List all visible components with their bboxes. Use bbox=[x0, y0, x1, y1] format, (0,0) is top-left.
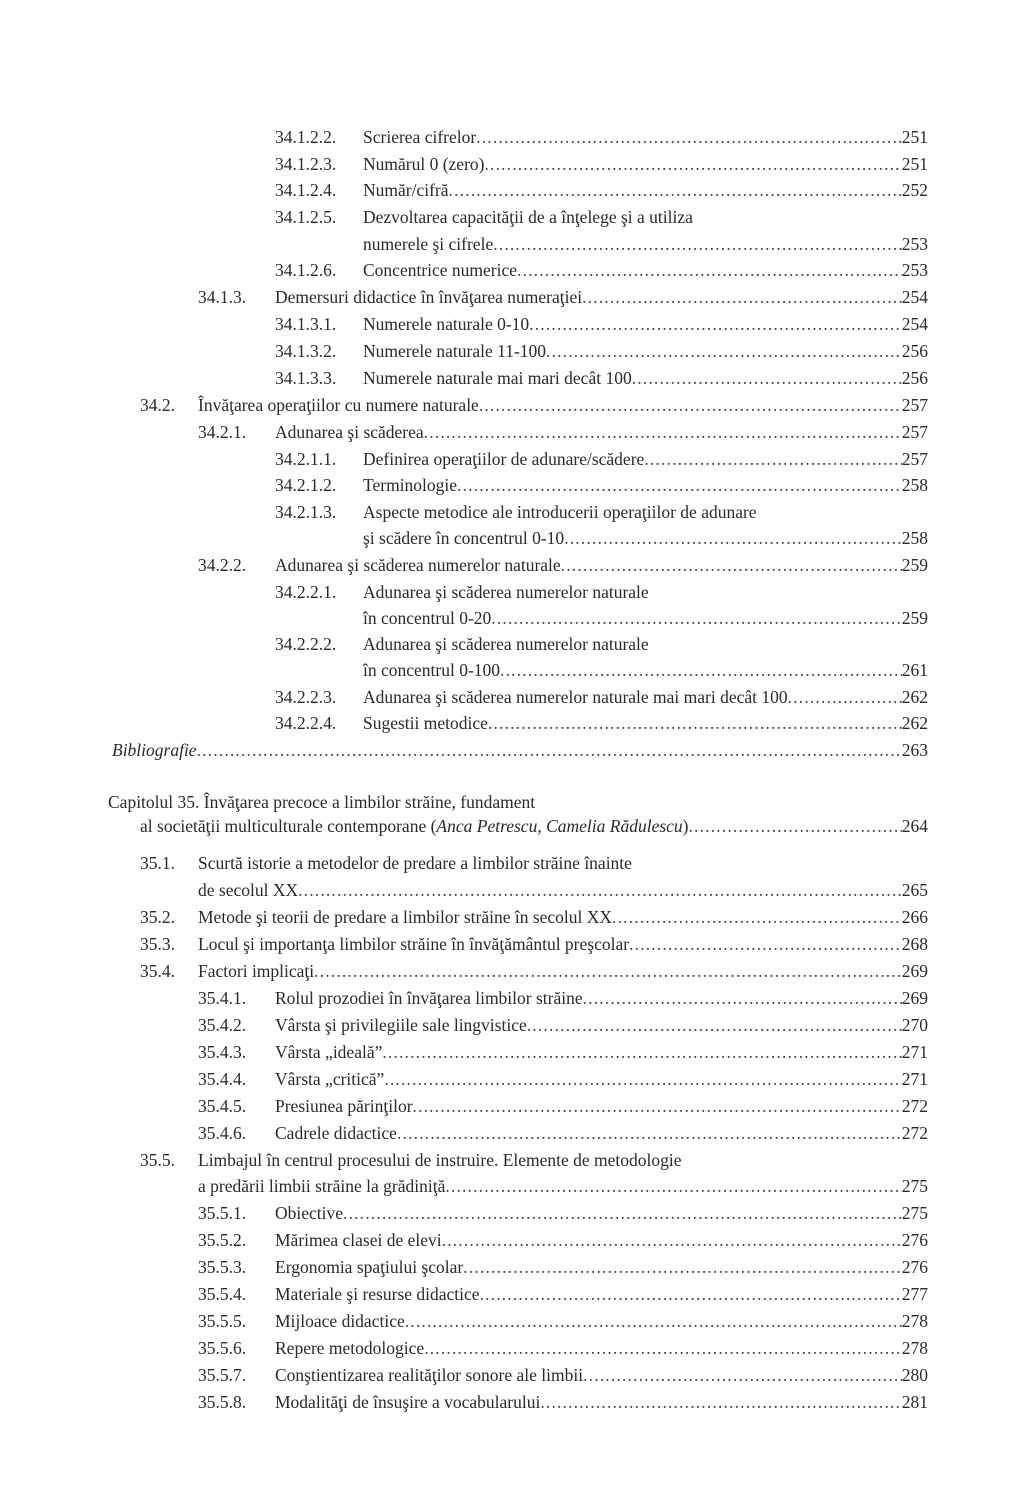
section-title: Metode şi teorii de predare a limbilor străine în secolul XX bbox=[198, 907, 613, 927]
section-number: 34.1.3. bbox=[198, 287, 247, 307]
page-number: 263 bbox=[901, 740, 928, 760]
leader-dots bbox=[197, 737, 902, 763]
section-number: 35.4.3. bbox=[198, 1042, 247, 1062]
page-number: 278 bbox=[901, 1311, 928, 1331]
toc-entry[interactable] bbox=[0, 904, 1024, 930]
leader-dots bbox=[480, 1281, 902, 1307]
section-title: Obiective bbox=[275, 1203, 344, 1223]
section-number: 35.5.1. bbox=[198, 1203, 247, 1223]
section-number: 34.2.1.3. bbox=[275, 502, 337, 522]
section-number: 35.5.7. bbox=[198, 1365, 247, 1385]
section-number: 35.4.5. bbox=[198, 1096, 247, 1116]
page-number: 264 bbox=[901, 816, 928, 836]
toc-entry[interactable] bbox=[0, 311, 1024, 337]
page-number: 276 bbox=[901, 1230, 928, 1250]
section-title: Scurtă istorie a metodelor de predare a limbilor străine înainte bbox=[198, 853, 632, 873]
toc-entry bbox=[0, 1147, 1024, 1173]
page-number: 252 bbox=[901, 180, 928, 200]
section-title: Aspecte metodice ale introducerii operaţiilor de adunare bbox=[363, 502, 757, 522]
section-title: Terminologie bbox=[363, 475, 458, 495]
leader-dots bbox=[445, 1173, 901, 1199]
page-number: 276 bbox=[901, 1257, 928, 1277]
section-number: 35.5.5. bbox=[198, 1311, 247, 1331]
section-title: Repere metodologice bbox=[275, 1338, 425, 1358]
toc-entry[interactable] bbox=[0, 1093, 1024, 1119]
page-number: 269 bbox=[901, 961, 928, 981]
section-title: Conştientizarea realităţilor sonore ale limbii bbox=[275, 1365, 584, 1385]
section-number: 35.5.2. bbox=[198, 1230, 247, 1250]
section-number: 34.2.1.1. bbox=[275, 449, 337, 469]
section-number: 35.4.1. bbox=[198, 988, 247, 1008]
toc-entry[interactable] bbox=[0, 472, 1024, 498]
section-number: 35.3. bbox=[140, 934, 175, 954]
section-number: 35.4.4. bbox=[198, 1069, 247, 1089]
page-number: 262 bbox=[901, 687, 928, 707]
toc-entry bbox=[0, 204, 1024, 230]
section-title: Locul şi importanţa limbilor străine în învăţământul preşcolar bbox=[198, 934, 630, 954]
page-number: 258 bbox=[901, 528, 928, 548]
page-number: 277 bbox=[901, 1284, 928, 1304]
leader-dots bbox=[540, 1389, 901, 1415]
section-title: Limbajul în centrul procesului de instruire. Elemente de metodologie bbox=[198, 1150, 682, 1170]
toc-entry[interactable] bbox=[0, 177, 1024, 203]
section-title: Modalităţi de însuşire a vocabularului bbox=[275, 1392, 541, 1412]
toc-entry[interactable] bbox=[0, 1227, 1024, 1253]
chapter-title-line2: al societăţii multiculturale contemporane (Anca Petrescu, Camelia Rădulescu) bbox=[140, 816, 689, 836]
leader-dots bbox=[564, 525, 902, 551]
section-title: numerele şi cifrele bbox=[363, 234, 494, 254]
leader-dots bbox=[632, 365, 902, 391]
toc-entry[interactable] bbox=[0, 124, 1024, 150]
section-title: în concentrul 0-20 bbox=[363, 608, 492, 628]
page-number: 272 bbox=[901, 1123, 928, 1143]
page-number: 269 bbox=[901, 988, 928, 1008]
leader-dots bbox=[424, 419, 902, 445]
section-number: 34.1.3.1. bbox=[275, 314, 337, 334]
section-title: Presiunea părinţilor bbox=[275, 1096, 413, 1116]
leader-dots bbox=[298, 877, 902, 903]
leader-dots bbox=[479, 392, 902, 418]
page-number: 258 bbox=[901, 475, 928, 495]
toc-entry[interactable] bbox=[0, 257, 1024, 283]
section-number: 34.1.3.3. bbox=[275, 368, 337, 388]
leader-dots bbox=[517, 257, 902, 283]
toc-entry bbox=[0, 850, 1024, 876]
toc-entry[interactable] bbox=[0, 392, 1024, 418]
leader-dots bbox=[491, 605, 901, 631]
toc-entry[interactable] bbox=[0, 1039, 1024, 1065]
page-number: 275 bbox=[901, 1203, 928, 1223]
toc-entry[interactable] bbox=[0, 1389, 1024, 1415]
leader-dots bbox=[583, 1362, 902, 1388]
leader-dots bbox=[561, 552, 902, 578]
section-title: Materiale şi resurse didactice bbox=[275, 1284, 480, 1304]
toc-entry[interactable] bbox=[0, 985, 1024, 1011]
leader-dots bbox=[582, 284, 902, 310]
page-number: 265 bbox=[901, 880, 928, 900]
section-number: 34.1.2.6. bbox=[275, 260, 337, 280]
leader-dots bbox=[463, 1254, 901, 1280]
leader-dots bbox=[424, 1335, 902, 1361]
section-title: Adunarea şi scăderea numerelor naturale bbox=[363, 582, 649, 602]
page-number: 251 bbox=[901, 154, 928, 174]
section-title: Sugestii metodice bbox=[363, 713, 488, 733]
page-number: 256 bbox=[901, 341, 928, 361]
toc-entry[interactable] bbox=[0, 1173, 1024, 1199]
leader-dots bbox=[629, 931, 902, 957]
leader-dots bbox=[484, 151, 901, 177]
toc-entry[interactable] bbox=[0, 1335, 1024, 1361]
section-title: Cadrele didactice bbox=[275, 1123, 397, 1143]
section-title: Scrierea cifrelor bbox=[363, 127, 477, 147]
leader-dots bbox=[343, 1200, 902, 1226]
page-number: 253 bbox=[901, 260, 928, 280]
toc-entry[interactable] bbox=[0, 338, 1024, 364]
page-number: 257 bbox=[901, 395, 928, 415]
section-number: 35.5.8. bbox=[198, 1392, 247, 1412]
toc-entry bbox=[0, 579, 1024, 605]
section-title: Rolul prozodiei în învăţarea limbilor străine bbox=[275, 988, 583, 1008]
page-number: 254 bbox=[901, 314, 928, 334]
toc-entry[interactable] bbox=[0, 1012, 1024, 1038]
toc-entry[interactable] bbox=[0, 877, 1024, 903]
section-number: 34.1.2.3. bbox=[275, 154, 337, 174]
leader-dots bbox=[442, 1227, 902, 1253]
toc-entry bbox=[0, 631, 1024, 657]
toc-entry[interactable] bbox=[0, 446, 1024, 472]
toc-entry[interactable] bbox=[0, 605, 1024, 631]
section-title: Vârsta şi privilegiile sale lingvistice bbox=[275, 1015, 527, 1035]
toc-entry[interactable] bbox=[0, 1120, 1024, 1146]
page-number: 270 bbox=[901, 1015, 928, 1035]
section-number: 34.1.2.4. bbox=[275, 180, 337, 200]
section-title: Numerele naturale 11-100 bbox=[363, 341, 547, 361]
leader-dots bbox=[488, 710, 902, 736]
leader-dots bbox=[382, 1039, 901, 1065]
section-title: Mijloace didactice bbox=[275, 1311, 405, 1331]
section-number: 35.5.4. bbox=[198, 1284, 247, 1304]
page-number: 278 bbox=[901, 1338, 928, 1358]
leader-dots bbox=[449, 177, 902, 203]
toc-entry[interactable] bbox=[0, 1308, 1024, 1334]
section-title: Vârsta „ideală” bbox=[275, 1042, 383, 1062]
leader-dots bbox=[476, 124, 902, 150]
section-title: Bibliografie bbox=[112, 740, 197, 760]
section-title: Definirea operaţiilor de adunare/scădere bbox=[363, 449, 645, 469]
toc-entry[interactable] bbox=[0, 710, 1024, 736]
section-title: şi scădere în concentrul 0-10 bbox=[363, 528, 565, 548]
toc-entry[interactable] bbox=[0, 419, 1024, 445]
leader-dots bbox=[612, 904, 902, 930]
toc-entry[interactable] bbox=[0, 931, 1024, 957]
section-title: Ergonomia spaţiului şcolar bbox=[275, 1257, 464, 1277]
section-title: Adunarea şi scăderea numerelor naturale mai mari decât 100 bbox=[363, 687, 788, 707]
section-title: Adunarea şi scăderea numerelor naturale bbox=[275, 555, 561, 575]
section-number: 35.1. bbox=[140, 853, 175, 873]
page-number: 259 bbox=[901, 608, 928, 628]
page-number: 257 bbox=[901, 422, 928, 442]
leader-dots bbox=[413, 1093, 902, 1119]
toc-entry[interactable] bbox=[0, 1200, 1024, 1226]
section-number: 34.2.2.2. bbox=[275, 634, 337, 654]
section-title: Numerele naturale mai mari decât 100 bbox=[363, 368, 632, 388]
author-name: Camelia Rădulescu bbox=[546, 816, 683, 836]
page-number: 257 bbox=[901, 449, 928, 469]
leader-dots bbox=[493, 231, 902, 257]
section-number: 34.2.1. bbox=[198, 422, 247, 442]
section-title: Demersuri didactice în învăţarea numeraţiei bbox=[275, 287, 583, 307]
section-number: 35.4.6. bbox=[198, 1123, 247, 1143]
page-number: 261 bbox=[901, 660, 928, 680]
section-number: 35.4.2. bbox=[198, 1015, 247, 1035]
page-number: 262 bbox=[901, 713, 928, 733]
page-number: 259 bbox=[901, 555, 928, 575]
page-number: 271 bbox=[901, 1069, 928, 1089]
section-number: 34.2.2.3. bbox=[275, 687, 337, 707]
section-title: Număr/cifră bbox=[363, 180, 449, 200]
leader-dots bbox=[457, 472, 902, 498]
toc-entry[interactable] bbox=[0, 657, 1024, 683]
toc-entry[interactable] bbox=[0, 684, 1024, 710]
page-number: 266 bbox=[901, 907, 928, 927]
page-number: 253 bbox=[901, 234, 928, 254]
page-number: 271 bbox=[901, 1042, 928, 1062]
page-number: 272 bbox=[901, 1096, 928, 1116]
section-number: 34.2.2.1. bbox=[275, 582, 337, 602]
toc-entry[interactable] bbox=[0, 552, 1024, 578]
section-title: Factori implicaţi bbox=[198, 961, 315, 981]
page-number: 275 bbox=[901, 1176, 928, 1196]
leader-dots bbox=[644, 446, 901, 472]
section-number: 34.2. bbox=[140, 395, 175, 415]
section-title: Învăţarea operaţiilor cu numere naturale bbox=[198, 395, 479, 415]
leader-dots bbox=[384, 1066, 901, 1092]
leader-dots bbox=[397, 1120, 902, 1146]
toc-entry[interactable] bbox=[0, 151, 1024, 177]
page-number: 280 bbox=[901, 1365, 928, 1385]
section-title: Concentrice numerice bbox=[363, 260, 518, 280]
section-title: de secolul XX bbox=[198, 880, 299, 900]
section-title: Vârsta „critică” bbox=[275, 1069, 385, 1089]
toc-entry[interactable] bbox=[0, 958, 1024, 984]
chapter-heading-line2[interactable] bbox=[140, 813, 928, 839]
section-number: 34.1.2.5. bbox=[275, 207, 337, 227]
section-number: 35.2. bbox=[140, 907, 175, 927]
toc-entry[interactable] bbox=[0, 1254, 1024, 1280]
leader-dots bbox=[500, 657, 902, 683]
toc-entry bbox=[0, 499, 1024, 525]
section-title: Adunarea şi scăderea numerelor naturale bbox=[363, 634, 649, 654]
leader-dots bbox=[546, 338, 902, 364]
toc-entry[interactable] bbox=[0, 525, 1024, 551]
toc-entry[interactable] bbox=[0, 737, 1024, 763]
section-number: 35.5. bbox=[140, 1150, 175, 1170]
section-title: Numerele naturale 0-10 bbox=[363, 314, 530, 334]
chapter-title-line1: Capitolul 35. Învăţarea precoce a limbilor străine, fundament bbox=[108, 792, 536, 812]
section-title: Mărimea clasei de elevi bbox=[275, 1230, 442, 1250]
author-name: Anca Petrescu bbox=[436, 816, 538, 836]
section-title: Adunarea şi scăderea bbox=[275, 422, 424, 442]
section-title: Dezvoltarea capacităţii de a înţelege şi a utiliza bbox=[363, 207, 693, 227]
leader-dots bbox=[314, 958, 902, 984]
page-number: 251 bbox=[901, 127, 928, 147]
page-number: 256 bbox=[901, 368, 928, 388]
toc-entry[interactable] bbox=[0, 1066, 1024, 1092]
page-number: 254 bbox=[901, 287, 928, 307]
leader-dots bbox=[583, 985, 902, 1011]
section-number: 35.4. bbox=[140, 961, 175, 981]
section-number: 35.5.6. bbox=[198, 1338, 247, 1358]
section-number: 34.1.2.2. bbox=[275, 127, 337, 147]
page-number: 268 bbox=[901, 934, 928, 954]
section-number: 34.2.1.2. bbox=[275, 475, 337, 495]
section-title: în concentrul 0-100 bbox=[363, 660, 501, 680]
page-number: 281 bbox=[901, 1392, 928, 1412]
toc-entry[interactable] bbox=[0, 284, 1024, 310]
toc-entry[interactable] bbox=[0, 231, 1024, 257]
section-number: 34.1.3.2. bbox=[275, 341, 337, 361]
section-title: Numărul 0 (zero) bbox=[363, 154, 485, 174]
leader-dots bbox=[788, 684, 902, 710]
toc-entry[interactable] bbox=[0, 1362, 1024, 1388]
leader-dots bbox=[529, 311, 902, 337]
leader-dots bbox=[689, 813, 902, 839]
section-title: a predării limbii străine la grădiniţă bbox=[198, 1176, 446, 1196]
toc-entry[interactable] bbox=[0, 365, 1024, 391]
section-number: 34.2.2. bbox=[198, 555, 247, 575]
toc-entry[interactable] bbox=[0, 1281, 1024, 1307]
leader-dots bbox=[405, 1308, 902, 1334]
leader-dots bbox=[527, 1012, 902, 1038]
section-number: 35.5.3. bbox=[198, 1257, 247, 1277]
section-number: 34.2.2.4. bbox=[275, 713, 337, 733]
